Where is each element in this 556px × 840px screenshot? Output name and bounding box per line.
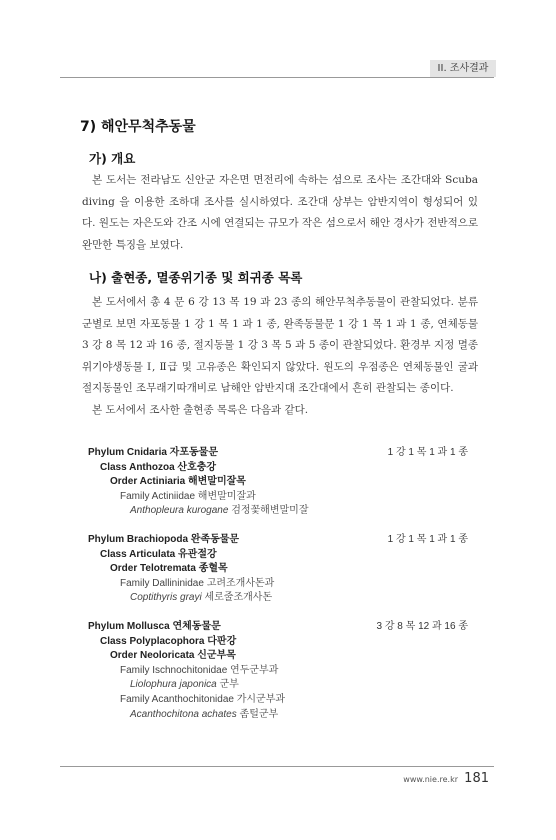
order-row: Order Telotremata 종혈목 <box>110 563 228 575</box>
subsection-heading-overview: 가) 개요 <box>89 151 136 166</box>
family-row: Family Dallininidae 고려조개사돈과 <box>120 577 275 589</box>
class-row: Class Articulata 유관절강 <box>100 548 217 560</box>
species-korean-name: 세로줄조개사돈 <box>201 592 273 604</box>
species-row <box>88 504 468 519</box>
subsection-heading-species-list: 나) 출현종, 멸종위기종 및 희귀종 목록 <box>89 270 303 285</box>
phylum-row <box>88 533 468 548</box>
overview-text: 본 도서는 전라남도 신안군 자은면 면전리에 속하는 섬으로 조사는 조간대와 Scuba diving 을 이용한 조하대 조사를 실시하였다. 조간대 상부는 암반지역이 형성되어 있다. 원도는 자은도와 간조 시에 연결되는 규모가 작은 섬으로서 해안 경사가 전반적으로 완만한 특징을 보였다. <box>82 174 478 251</box>
taxonomy-block-mollusca <box>88 620 468 722</box>
species-korean-name: 군부 <box>216 679 239 691</box>
footer-rule <box>60 766 494 767</box>
phylum-count: 1 강 1 목 1 과 1 종 <box>387 534 468 545</box>
taxonomy-block-cnidaria <box>88 446 468 519</box>
phylum-row <box>88 620 468 635</box>
class-row: Class Polyplacophora 다판강 <box>100 635 237 647</box>
species-scientific-name: Coptithyris grayi <box>130 592 202 604</box>
species-scientific-name: Anthopleura kurogane <box>130 505 229 517</box>
species-korean-name: 좀털군부 <box>236 708 279 720</box>
order-row: Order Neoloricata 신군부목 <box>110 650 236 662</box>
section-header-tab: II. 조사결과 <box>430 60 496 77</box>
family-row: Family Actiniidae 해변말미잘과 <box>120 490 256 502</box>
taxonomy-block-brachiopoda <box>88 533 468 606</box>
species-list-intro-text: 본 도서에서 조사한 출현종 목록은 다음과 같다. <box>92 403 309 416</box>
phylum-count: 1 강 1 목 1 과 1 종 <box>387 447 468 458</box>
species-scientific-name: Acanthochitona achates <box>130 708 237 720</box>
order-row: Order Actiniaria 해변말미잘목 <box>110 476 246 488</box>
species-korean-name: 검정꽃해변말미잘 <box>228 505 309 517</box>
species-row <box>88 708 468 723</box>
phylum-name: Phylum Cnidaria 자포동물문 <box>88 447 218 458</box>
footer-url: www.nie.re.kr <box>403 775 458 784</box>
family-row: Family Acanthochitonidae 가시군부과 <box>120 693 286 705</box>
species-scientific-name: Liolophura japonica <box>130 679 217 691</box>
species-row <box>88 591 468 606</box>
species-summary-text: 본 도서에서 총 4 문 6 강 13 목 19 과 23 종의 해안무척추동물이 관찰되었다. 분류군별로 보면 자포동물 1 강 1 목 1 과 1 종, 완족동물문 1 강 1 목 1 과 1 종, 연체동물 3 강 8 목 12 과 16 종, 절지동물 1 강 3 목 5 과 5 종이 관찰되었다. 환경부 지정 멸종위기야생동물 Ⅰ, Ⅱ급 및 고유종은 확인되지 않았다. 원도의 우점종은 연체동물인 굴과 절지동물인 조무래기따개비로 남해안 암반지대 조간대에서 흔히 관찰되는 종이다. <box>82 296 478 394</box>
class-row: Class Anthozoa 산호충강 <box>100 461 217 473</box>
section-title: 7) 해안무척추동물 <box>80 119 196 135</box>
phylum-name: Phylum Mollusca 연체동물문 <box>88 621 221 632</box>
family-row: Family Ischnochitonidae 연두군부과 <box>120 664 279 676</box>
phylum-count: 3 강 8 목 12 과 16 종 <box>376 621 468 632</box>
phylum-row <box>88 446 468 461</box>
header-rule <box>60 77 494 78</box>
phylum-name: Phylum Brachiopoda 완족동물문 <box>88 534 240 545</box>
species-row <box>88 678 468 693</box>
species-paragraphs <box>82 292 478 421</box>
overview-paragraph <box>82 170 478 256</box>
page-number: 181 <box>464 771 489 786</box>
